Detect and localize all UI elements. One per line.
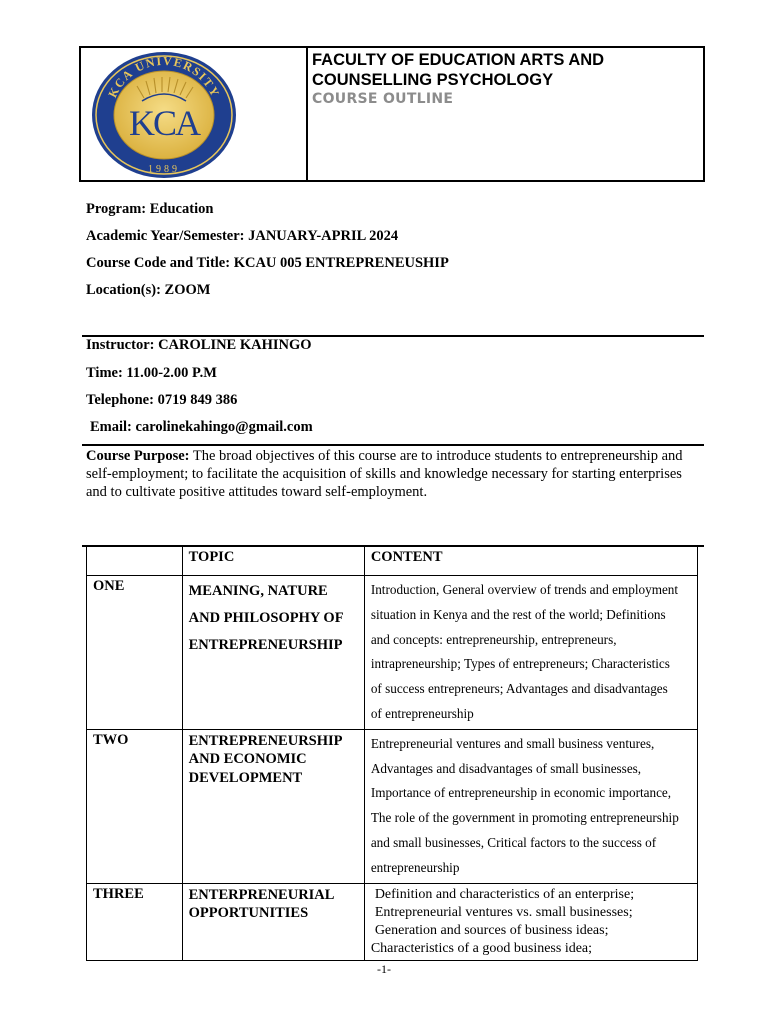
content-line: Introduction, General overview of trends and employment <box>370 582 679 597</box>
topic-line: AND PHILOSOPHY OF <box>188 610 344 626</box>
row-content <box>364 729 697 883</box>
header-cell-topic: TOPIC <box>182 547 364 576</box>
topic-line: ENTERPRENEURIAL <box>188 886 335 903</box>
logo-top-text: KCA UNIVERSITY <box>105 53 223 100</box>
content-line: situation in Kenya and the rest of the world; Definitions <box>370 606 666 622</box>
program-line: Program: Education <box>86 201 214 217</box>
header-title-block <box>312 50 692 107</box>
document-subtitle: COURSE OUTLINE <box>312 91 454 107</box>
table-header-row <box>87 547 698 576</box>
content-line: and concepts: entrepreneurship, entrepreneurs, <box>370 631 617 647</box>
content-line: Advantages and disadvantages of small businesses, <box>370 760 642 776</box>
topic-line: AND ECONOMIC <box>188 751 307 768</box>
faculty-title-line1: FACULTY OF EDUCATION ARTS AND <box>312 51 605 69</box>
course-purpose-label: Course Purpose: <box>86 448 190 464</box>
logo-year: 1989 <box>148 164 180 175</box>
content-line: Generation and sources of business ideas; <box>374 922 609 938</box>
instructor-line: Instructor: CAROLINE KAHINGO <box>86 337 312 353</box>
course-code-line: Course Code and Title: KCAU 005 ENTREPRENEUSHIP <box>86 255 449 271</box>
content-line: The role of the government in promoting entrepreneurship <box>370 810 679 826</box>
course-outline-table <box>86 546 698 961</box>
logo-monogram: KCA <box>128 103 200 143</box>
content-line: of success entrepreneurs; Advantages and disadvantages <box>370 681 668 697</box>
divider-bottom <box>82 444 704 446</box>
topic-line: MEANING, NATURE <box>188 583 328 599</box>
header-cell-number <box>87 547 183 576</box>
logo-cell <box>81 48 308 180</box>
row-number: TWO <box>87 729 183 883</box>
row-number: ONE <box>87 576 183 730</box>
topic-line: ENTREPRENEURSHIP <box>188 732 343 749</box>
header-cell-content: CONTENT <box>364 547 697 576</box>
email-line: Email: carolinekahingo@gmail.com <box>90 419 313 435</box>
content-line: Definition and characteristics of an enterprise; <box>374 886 635 902</box>
table-row <box>87 883 698 960</box>
header-box <box>79 46 705 182</box>
faculty-title-line2: COUNSELLING PSYCHOLOGY <box>312 71 554 89</box>
content-line: and small businesses, Critical factors to the success of <box>370 834 657 850</box>
course-purpose <box>86 447 696 501</box>
content-line: Entrepreneurial ventures vs. small businesses; <box>374 904 633 920</box>
row-content <box>364 576 697 730</box>
content-line: entrepreneurship <box>370 859 460 875</box>
content-line: of entrepreneurship <box>370 705 474 721</box>
topic-line: ENTREPRENEURSHIP <box>188 637 343 653</box>
content-line: Importance of entrepreneurship in economic importance, <box>370 785 672 801</box>
row-topic <box>182 883 364 960</box>
location-line: Location(s): ZOOM <box>86 282 211 298</box>
academic-year-line: Academic Year/Semester: JANUARY-APRIL 2024 <box>86 228 399 244</box>
time-line: Time: 11.00-2.00 P.M <box>86 365 217 381</box>
telephone-line: Telephone: 0719 849 386 <box>86 392 238 408</box>
topic-line: OPPORTUNITIES <box>188 905 309 922</box>
university-logo <box>90 51 238 179</box>
row-content <box>364 883 697 960</box>
row-number: THREE <box>87 883 183 960</box>
course-purpose-text: The broad objectives of this course are to introduce students to entrepreneurship and self-employment; to facilitate the acquisition of skills and knowledge necessary for starting enterprises and to cultivate positive attitudes toward self-employment. <box>86 448 683 500</box>
topic-line: DEVELOPMENT <box>188 769 303 786</box>
content-line: Entrepreneurial ventures and small business ventures, <box>370 735 655 751</box>
content-line: Characteristics of a good business idea; <box>370 940 593 956</box>
row-topic <box>182 729 364 883</box>
row-topic <box>182 576 364 730</box>
table-row <box>87 576 698 730</box>
page-number: -1- <box>377 962 391 976</box>
content-line: intrapreneurship; Types of entrepreneurs; Characteristics <box>370 656 670 672</box>
table-row <box>87 729 698 883</box>
